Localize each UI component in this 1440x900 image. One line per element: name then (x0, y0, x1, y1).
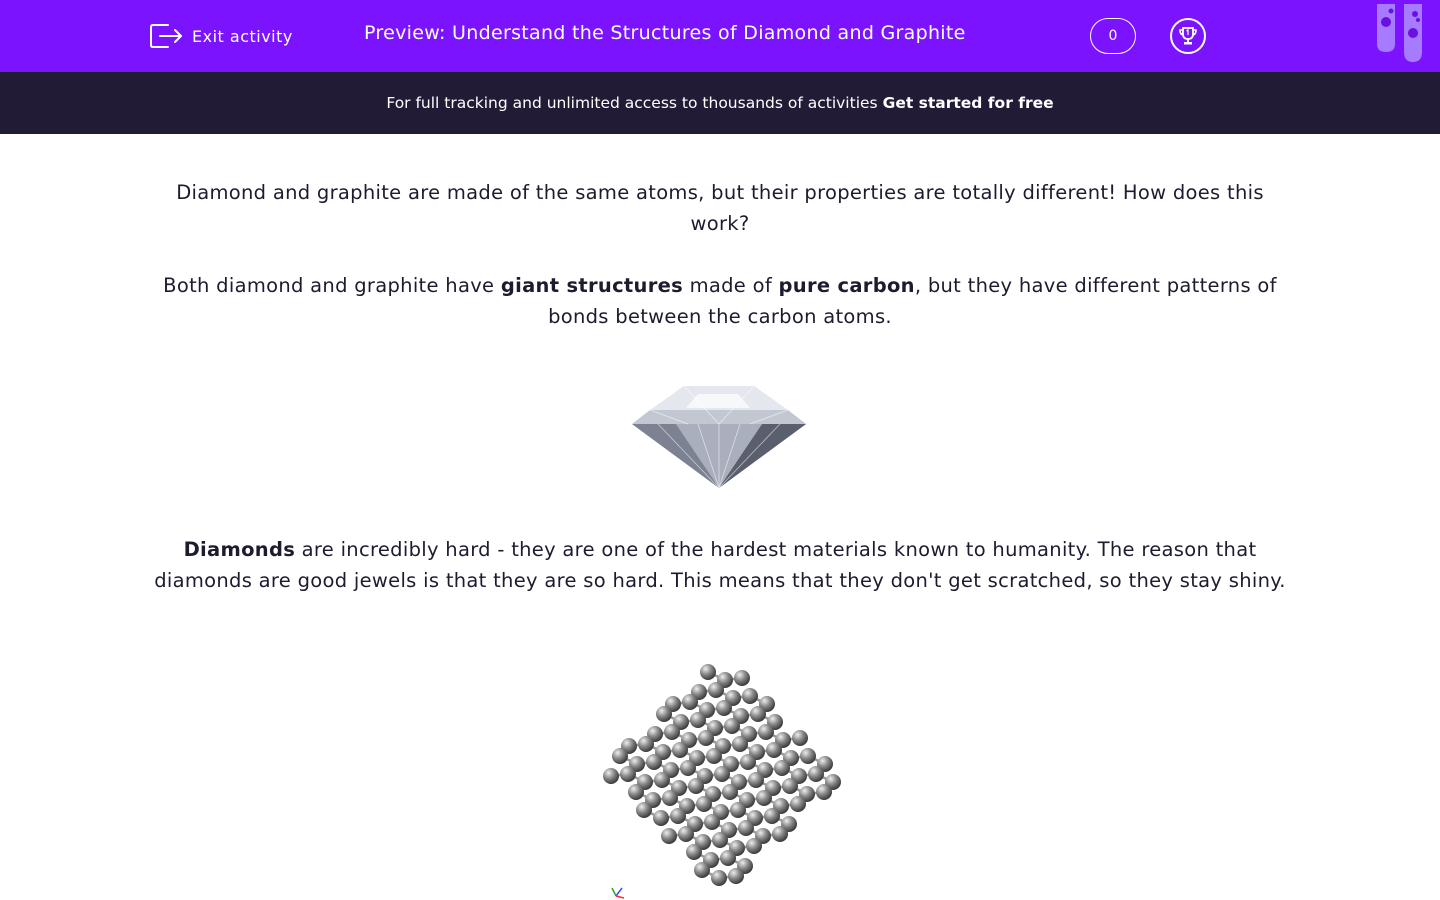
carbon-atom (800, 748, 816, 764)
carbon-atom (690, 712, 706, 728)
carbon-atom (711, 870, 727, 886)
carbon-atom (678, 826, 694, 842)
giant-structures-term: giant structures (500, 274, 684, 297)
carbon-atom (706, 748, 722, 764)
carbon-atom (742, 688, 758, 704)
carbon-atom (758, 724, 774, 740)
score-badge: 0 (1090, 18, 1136, 54)
structure-text-2: made of (683, 274, 779, 297)
structure-text-1: Both diamond and graphite have (163, 274, 501, 297)
carbon-atom (656, 706, 672, 722)
carbon-atom (654, 772, 670, 788)
carbon-atom (714, 766, 730, 782)
carbon-atom (603, 768, 619, 784)
carbon-atom (670, 808, 686, 824)
carbon-atom (766, 742, 782, 758)
carbon-atom (680, 760, 696, 776)
exit-activity-button[interactable] (148, 20, 293, 52)
carbon-atom (722, 784, 738, 800)
diamond-image (628, 378, 810, 490)
structure-text-3: , but they have different patterns of bonds between the carbon atoms. (548, 274, 1277, 328)
test-tubes-icon (1374, 4, 1426, 64)
carbon-atom (732, 736, 748, 752)
intro-paragraph: Diamond and graphite are made of the same atoms, but their properties are totally different! How does this work? (176, 181, 1264, 235)
signup-banner (0, 72, 1440, 134)
carbon-atom (724, 718, 740, 734)
get-started-link[interactable]: Get started for free (882, 94, 1054, 112)
carbon-atom (782, 778, 798, 794)
carbon-atom (686, 844, 702, 860)
pure-carbon-term: pure carbon (778, 274, 915, 297)
carbon-atom (712, 832, 728, 848)
carbon-atom (748, 772, 764, 788)
carbon-atom (738, 820, 754, 836)
structure-paragraph (150, 270, 1290, 332)
carbon-atom (661, 828, 677, 844)
carbon-atom (734, 670, 750, 686)
carbon-atom (716, 700, 732, 716)
carbon-atom (698, 730, 714, 746)
diamond-hardness-paragraph (150, 534, 1290, 596)
carbon-atom (756, 790, 772, 806)
carbon-atom (764, 808, 780, 824)
carbon-atom (772, 826, 788, 842)
carbon-atom (808, 766, 824, 782)
carbon-atom (700, 664, 716, 680)
carbon-atom (672, 742, 688, 758)
trophy-icon (1177, 25, 1199, 47)
carbon-atom (730, 802, 746, 818)
carbon-atom (612, 748, 628, 764)
diamonds-term: Diamonds (183, 538, 296, 561)
carbon-atom (662, 790, 678, 806)
carbon-atom (746, 838, 762, 854)
banner-text: For full tracking and unlimited access to thousands of activities (386, 94, 878, 112)
carbon-atom (694, 862, 710, 878)
carbon-atom (628, 784, 644, 800)
carbon-atom (816, 784, 832, 800)
carbon-atom (664, 724, 680, 740)
exit-icon (148, 20, 184, 52)
diamond-hardness-text: are incredibly hard - they are one of the hardest materials known to humanity. The reason that diamonds are good jewels is that they are so hard. This means that they don't get scratched, so they stay shiny. (154, 538, 1286, 592)
carbon-atom (790, 796, 806, 812)
carbon-atom (728, 868, 744, 884)
carbon-atom (704, 814, 720, 830)
page-title: Preview: Understand the Structures of Diamond and Graphite (364, 22, 966, 44)
diamond-lattice-image (594, 656, 850, 900)
carbon-atom (653, 810, 669, 826)
carbon-atom (682, 694, 698, 710)
carbon-atom (636, 802, 652, 818)
carbon-atom (688, 778, 704, 794)
carbon-atom (646, 754, 662, 770)
exit-activity-label: Exit activity (192, 26, 293, 46)
carbon-atom (638, 736, 654, 752)
carbon-atom (620, 766, 636, 782)
carbon-atom (708, 682, 724, 698)
carbon-atom (774, 760, 790, 776)
carbon-atom (720, 850, 736, 866)
axis-marker (612, 888, 624, 898)
carbon-atom (750, 706, 766, 722)
carbon-atom (740, 754, 756, 770)
carbon-atom (792, 730, 808, 746)
trophy-button[interactable] (1170, 18, 1206, 54)
carbon-atom (696, 796, 712, 812)
top-bar (0, 0, 1440, 72)
